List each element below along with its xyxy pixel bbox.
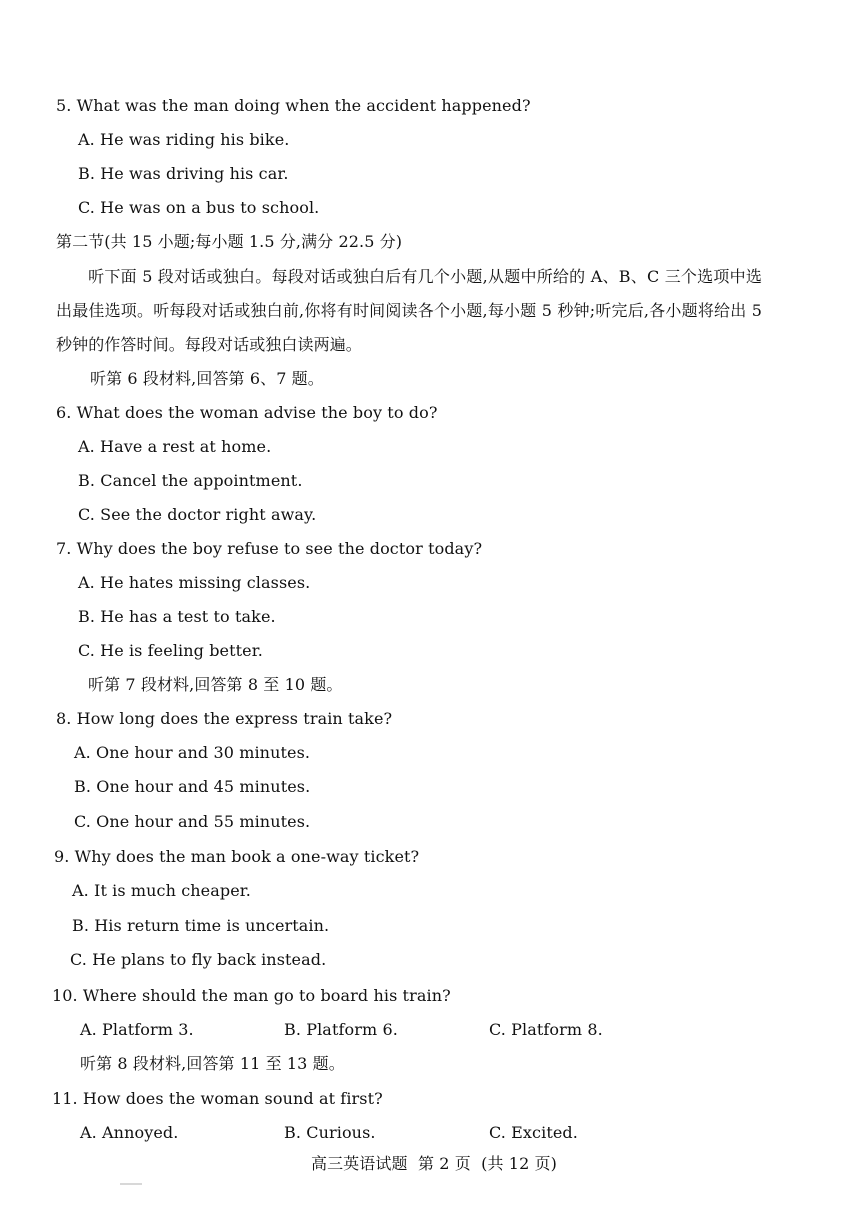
- question-7-option-a: A. He hates missing classes.: [78, 573, 311, 592]
- question-9: 9. Why does the man book a one-way ticket?: [54, 847, 420, 866]
- question-11: 11. How does the woman sound at first?: [52, 1089, 383, 1108]
- question-6-option-c: C. See the doctor right away.: [78, 505, 317, 524]
- question-5-option-a: A. He was riding his bike.: [78, 130, 290, 149]
- question-9-option-c: C. He plans to fly back instead.: [70, 950, 327, 969]
- question-11-option-c: C. Excited.: [489, 1123, 578, 1142]
- question-10-option-b: B. Platform 6.: [284, 1020, 398, 1039]
- question-5-option-c: C. He was on a bus to school.: [78, 198, 320, 217]
- scan-smudge: [120, 1183, 142, 1185]
- question-8-option-b: B. One hour and 45 minutes.: [74, 777, 311, 796]
- question-7-option-c: C. He is feeling better.: [78, 641, 263, 660]
- question-8: 8. How long does the express train take?: [56, 709, 393, 728]
- question-8-option-a: A. One hour and 30 minutes.: [74, 743, 311, 762]
- material-8-heading: 听第 8 段材料,回答第 11 至 13 题。: [80, 1054, 345, 1073]
- question-10-option-a: A. Platform 3.: [80, 1020, 194, 1039]
- question-5: 5. What was the man doing when the accident happened?: [56, 96, 531, 115]
- section-2-instructions-text: 听下面 5 段对话或独白。每段对话或独白后有几个小题,从题中所给的 A、B、C 三个选项中选出最佳选项。听每段对话或独白前,你将有时间阅读各个小题,每小题 5 秒钟;听完后,各小题将给出 5 秒钟的作答时间。每段对话或独白读两遍。: [56, 267, 762, 354]
- question-10-options: [0, 1019, 868, 1041]
- question-5-option-b: B. He was driving his car.: [78, 164, 289, 183]
- question-11-option-b: B. Curious.: [284, 1123, 376, 1142]
- question-11-options: [0, 1122, 868, 1144]
- question-9-option-b: B. His return time is uncertain.: [72, 916, 330, 935]
- question-6-option-a: A. Have a rest at home.: [78, 437, 272, 456]
- question-9-option-a: A. It is much cheaper.: [72, 881, 251, 900]
- question-7: 7. Why does the boy refuse to see the doctor today?: [56, 539, 483, 558]
- material-7-heading: 听第 7 段材料,回答第 8 至 10 题。: [88, 675, 343, 694]
- question-10: 10. Where should the man go to board his train?: [52, 986, 451, 1005]
- question-8-option-c: C. One hour and 55 minutes.: [74, 812, 311, 831]
- section-2-instructions: [56, 260, 762, 362]
- question-6: 6. What does the woman advise the boy to do?: [56, 403, 438, 422]
- section-2-title: 第二节(共 15 小题;每小题 1.5 分,满分 22.5 分): [56, 232, 403, 251]
- page-footer: 高三英语试题 第 2 页 (共 12 页): [310, 1154, 557, 1173]
- question-7-option-b: B. He has a test to take.: [78, 607, 276, 626]
- material-6-heading: 听第 6 段材料,回答第 6、7 题。: [90, 369, 324, 388]
- question-10-option-c: C. Platform 8.: [489, 1020, 603, 1039]
- question-11-option-a: A. Annoyed.: [80, 1123, 179, 1142]
- question-6-option-b: B. Cancel the appointment.: [78, 471, 303, 490]
